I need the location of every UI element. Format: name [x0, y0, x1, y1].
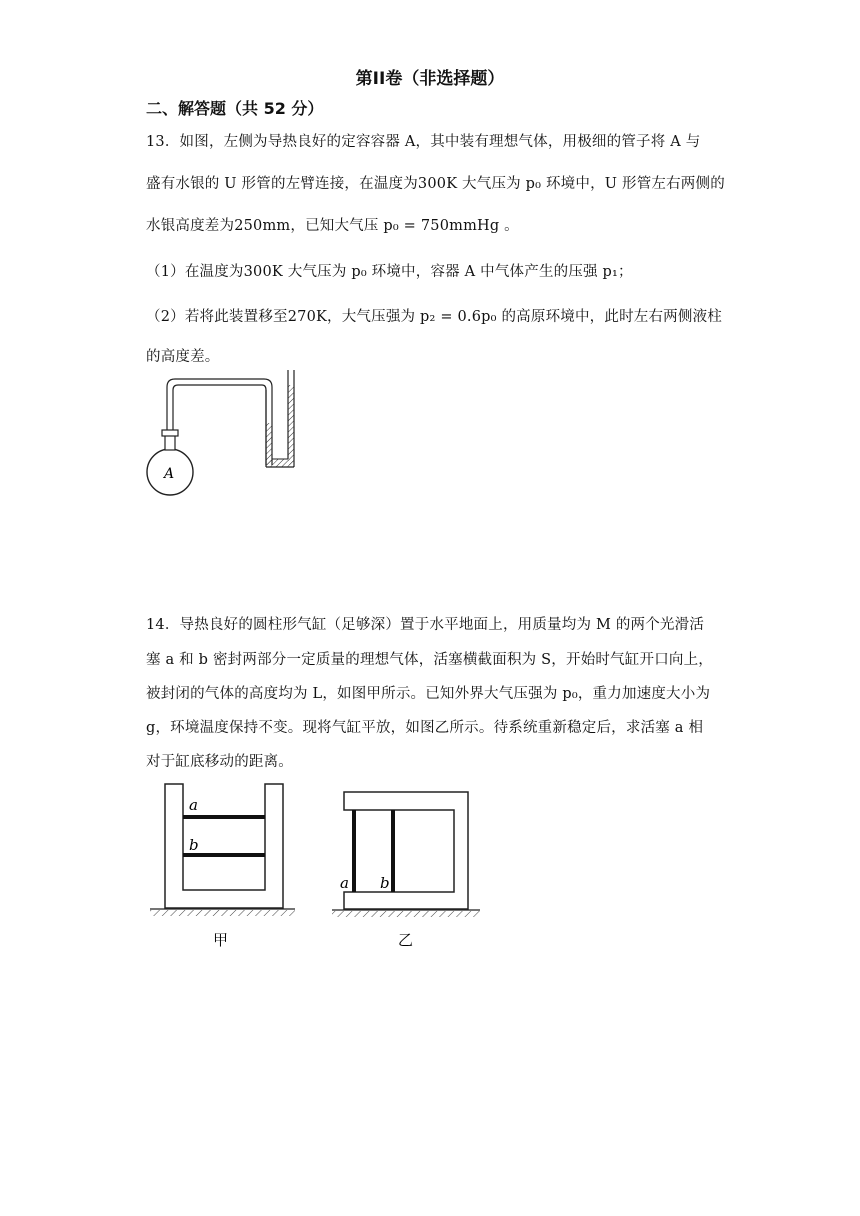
q13-line-4: （1）在温度为300K 大气压为 p₀ 环境中，容器 A 中气体产生的压强 p₁；	[146, 264, 633, 280]
flask-u-tube-diagram	[140, 365, 320, 510]
piston-b-label: b	[189, 836, 199, 854]
q13-line-3: 水银高度差为250mm，已知大气压 p₀ = 750mmHg 。	[146, 218, 519, 234]
cylinder-horizontal-diagram	[330, 780, 485, 955]
q14-line-3: 被封闭的气体的高度均为 L，如图甲所示。已知外界大气压强为 p₀，重力加速度大小为	[146, 686, 711, 702]
figure-caption-yi: 乙	[398, 931, 414, 949]
q13-line-5: （2）若将此装置移至270K，大气压强为 p₂ = 0.6p₀ 的高原环境中，此时左右两侧液柱	[146, 309, 722, 325]
page-title: 第II卷（非选择题）	[355, 69, 505, 89]
cylinder-upright-diagram	[145, 780, 300, 955]
q14-line-1: 14．导热良好的圆柱形气缸（足够深）置于水平地面上，用质量均为 M 的两个光滑活	[146, 617, 705, 633]
flask-label: A	[164, 466, 175, 482]
section-heading: 二、解答题（共 52 分）	[146, 99, 324, 118]
piston-a-label: a	[189, 796, 198, 814]
q13-line-2: 盛有水银的 U 形管的左臂连接，在温度为300K 大气压为 p₀ 环境中，U 形管左右两侧的	[146, 176, 725, 192]
figure-caption-jia: 甲	[213, 931, 229, 949]
piston-b-label-2: b	[380, 874, 390, 892]
piston-a-label-2: a	[340, 874, 349, 892]
q14-line-2: 塞 a 和 b 密封两部分一定质量的理想气体，活塞横截面积为 S，开始时气缸开口向上，	[146, 652, 714, 668]
q13-line-1: 13．如图，左侧为导热良好的定容容器 A，其中装有理想气体，用极细的管子将 A 与	[146, 134, 701, 150]
q14-line-5: 对于缸底移动的距离。	[146, 754, 293, 770]
q14-line-4: g，环境温度保持不变。现将气缸平放，如图乙所示。待系统重新稳定后，求活塞 a 相	[146, 720, 704, 736]
q13-line-6: 的高度差。	[146, 349, 220, 365]
